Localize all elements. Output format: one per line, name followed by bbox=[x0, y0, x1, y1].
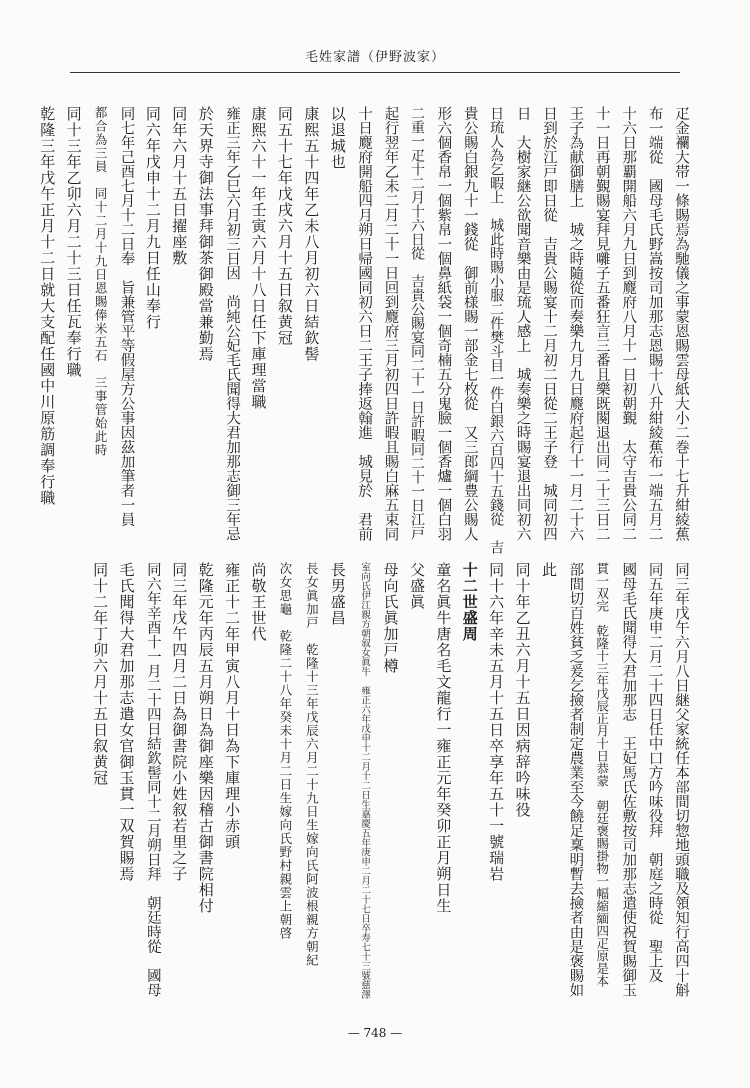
text-column-annotated: 室向氏伊江親方朝叙女眞牛 雍正六年戊申十二月十二日生嘉慶五年庚申二月二十七日卒寿七十三號慈澤 bbox=[359, 562, 371, 999]
text-column: 同五十七年戊戌六月十五日叙黄冠 bbox=[275, 106, 294, 346]
text-column: 同十六年辛未五月十五日卒享年五十一號瑞岩 bbox=[487, 562, 506, 882]
generation-heading: 十二世盛周 bbox=[460, 562, 479, 642]
text-column-annotated: 都合為三員 同十二月十九日恩賜俸米五石 三事管始此時 bbox=[93, 106, 109, 457]
text-column: 同三年戊午六月八日継父家統任本部間切惣地頭職及領知行高四十斛 bbox=[673, 562, 689, 997]
text-column: 形六個香帛一個紫帛一個鼻紙袋一個奇楠五分鬼臉一個香爐一個白羽 bbox=[435, 106, 452, 541]
text-column: 王子為献御膳上 城之時隨從而奏樂九月九日麑府起行十一月二十六 bbox=[567, 106, 584, 541]
text-column: 同六年戊申十二月九日任山奉行 bbox=[143, 106, 162, 330]
text-column: 十日麑府開船四月朔日帰國同初六日二王子捧返翰進 城見於 君前 bbox=[356, 106, 373, 541]
text-column: 起行翌年乙未二月二十一日回到麑府三月初四日許暇且賜白麻五束同 bbox=[382, 106, 399, 541]
text-column: 母向氏眞加戸樽 bbox=[381, 562, 400, 674]
text-column: 同五年庚申二月二十四日任中口方吟味役拜 朝庭之時從 聖上及 bbox=[646, 562, 663, 983]
text-column: 毛氏聞得大君加那志遣女官御玉貫一双賀賜焉 bbox=[117, 562, 136, 882]
text-column: 於天界寺御法事拜御茶御殿當兼勤焉 bbox=[196, 106, 215, 362]
text-column: 日 大樹家継公欲聞音樂由是琉人感上 城奏樂之時賜宴退出同初六 bbox=[514, 106, 531, 541]
text-column: 雍正十二年甲寅八月十日為下庫理小赤頭 bbox=[223, 562, 242, 850]
text-column: 同十三年乙卯六月二十三日任瓦奉行職 bbox=[64, 106, 83, 378]
text-column: 貫一双完 乾隆十三年戊辰正月十日恭蒙 朝廷褒賜掛物一幅縮緬四疋原是本 bbox=[594, 562, 610, 987]
text-column: 二重一疋十二月十六日從 吉貴公賜宴同二十一日許暇同二十一日江戸 bbox=[408, 106, 425, 540]
text-column: 部間切百姓貧乏爰乞撿者制定農業至今饒足稟明暫去撿者由是褒賜如 bbox=[567, 562, 584, 997]
text-column: 此 bbox=[539, 562, 558, 578]
text-column: 日琉人為乞暇上 城此時賜小服二件樊斗目一件白銀六百四十五錢從 吉 bbox=[488, 106, 505, 554]
text-column: 康熙五十四年乙未八月初六日結欽髻 bbox=[302, 106, 321, 362]
text-column: 雍正三年乙巳六月初三日因 尚純公妃毛氏聞得大君加那志御三年忌 bbox=[224, 106, 241, 541]
text-column: 父盛眞 bbox=[407, 562, 426, 610]
text-column: 同十年乙丑六月十五日因病辞吟味役 bbox=[513, 562, 532, 818]
running-header: 毛姓家譜（伊野波家） bbox=[304, 50, 445, 65]
text-column: 布一端從 國母毛氏野嵩按司加那志恩賜十八升紺綾蕉布一端五月二 bbox=[646, 106, 663, 541]
text-column-annotated: 次女思龜 乾隆二十八年癸未十月二日生嫁向氏野村親雲上朝啓 bbox=[277, 562, 293, 940]
text-column: 十六日那覇開船六月九日到麑府八月十一日初朝覲 太守吉貴公同二 bbox=[620, 106, 637, 541]
text-column: 乾隆元年丙辰五月朔日為御座樂因稽古御書院相付 bbox=[196, 562, 215, 914]
text-column: 同三年戊午四月二日為御書院小姓叙若里之子 bbox=[170, 562, 189, 882]
header-rule bbox=[70, 72, 680, 73]
upper-text-block bbox=[34, 106, 694, 554]
text-column: 同七年己酉七月十二日奉 旨兼管平等假屋方公事因茲加筆者一員 bbox=[118, 106, 135, 527]
text-column: 同年六月十五日擢座敷 bbox=[170, 106, 189, 266]
text-column: 長男盛昌 bbox=[328, 562, 347, 626]
text-column: 康熙六十一年壬寅六月十八日任下庫理當職 bbox=[249, 106, 268, 410]
text-column-annotated: 長女眞加戸 乾隆十三年戊辰六月二十九日生嫁向氏阿波根親方朝紀 bbox=[304, 562, 320, 967]
text-column: 同十二年丁卯六月十五日叙黄冠 bbox=[91, 562, 110, 786]
text-column: 同六年辛酉十一月二十四日結欽髻同十二月朔日拜 朝廷時從 國母 bbox=[144, 562, 161, 997]
text-column: 乾隆三年戊午正月十二日就大支配任國中川原筋調奉行職 bbox=[38, 106, 57, 506]
text-column: 疋金襴大帯一條賜焉為馳儀之事蒙恩賜雲母紙大小二巻十七升紺綾蕉 bbox=[673, 106, 689, 541]
text-column: 以退城也 bbox=[328, 106, 347, 170]
page-number: — 748 — bbox=[347, 1026, 403, 1040]
text-column: 童名眞牛唐名毛文龍行一雍正元年癸卯正月朔日生 bbox=[434, 562, 453, 914]
lower-text-block bbox=[87, 562, 694, 1002]
text-column: 貴公賜白銀九十一錢從 御前様賜一部金七枚從 又三郎綱豊公賜人 bbox=[461, 106, 478, 541]
text-column: 國母毛氏聞得大君加那志 王妃馬氏佐敷按司加那志遣使祝賀賜御玉 bbox=[620, 562, 637, 997]
reign-heading: 尚敬王世代 bbox=[249, 562, 268, 642]
text-column: 十一日再朝覲賜宴拜見囃子五番狂言三番且樂既闋退出同二十三日二 bbox=[593, 106, 610, 541]
text-column: 日到於江戸即日從 吉貴公賜宴十二月初二日從二王子登 城同初四 bbox=[540, 106, 557, 541]
